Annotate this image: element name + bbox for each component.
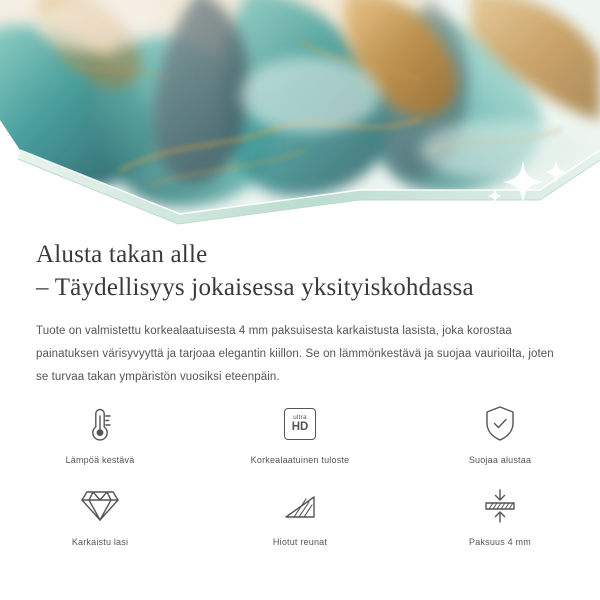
feature-label: Paksuus 4 mm (469, 537, 531, 547)
text-content (0, 228, 600, 389)
feature-label: Karkaistu lasi (71, 537, 129, 547)
polished-edges-icon (280, 484, 320, 528)
headline-line-1: Alusta takan alle (36, 241, 208, 268)
feature-label: Lämpöä kestävä (65, 455, 135, 465)
feature-label: Suojaa alustaa (468, 455, 532, 465)
feature-thickness (400, 478, 600, 556)
feature-protects-surface (400, 396, 600, 474)
marble-glass-illustration (0, 0, 600, 228)
feature-heat-resistant (0, 396, 200, 474)
description-paragraph: Tuote on valmistettu korkealaatuisesta 4 mm paksuisesta karkaistusta lasista, joka korostaa painatuksen värisyvyyttä ja tarjoaa elegantin kiillon. Se on lämmönkestävä ja suojaa vaurioilta, joten se turvaa takan ympäristön vuosiksi eteenpäin. (36, 325, 554, 383)
thermometer-icon (83, 402, 117, 446)
ultra-hd-badge-bottom: HD (291, 421, 309, 433)
thickness-icon (481, 484, 519, 528)
headline-line-2: – Täydellisyys jokaisessa yksityiskohdassa (36, 274, 474, 301)
hero-image (0, 0, 600, 228)
page-title (0, 228, 600, 304)
feature-grid (0, 396, 600, 556)
feature-high-quality-print (200, 396, 400, 474)
ultra-hd-icon (284, 402, 316, 446)
ultra-hd-badge-top: ultra (293, 413, 307, 421)
diamond-icon (80, 484, 120, 528)
feature-polished-edges (200, 478, 400, 556)
shield-check-icon (482, 402, 518, 446)
feature-label: Hiotut reunat (272, 537, 328, 547)
feature-label: Korkealaatuinen tuloste (250, 455, 350, 465)
feature-tempered-glass (0, 478, 200, 556)
